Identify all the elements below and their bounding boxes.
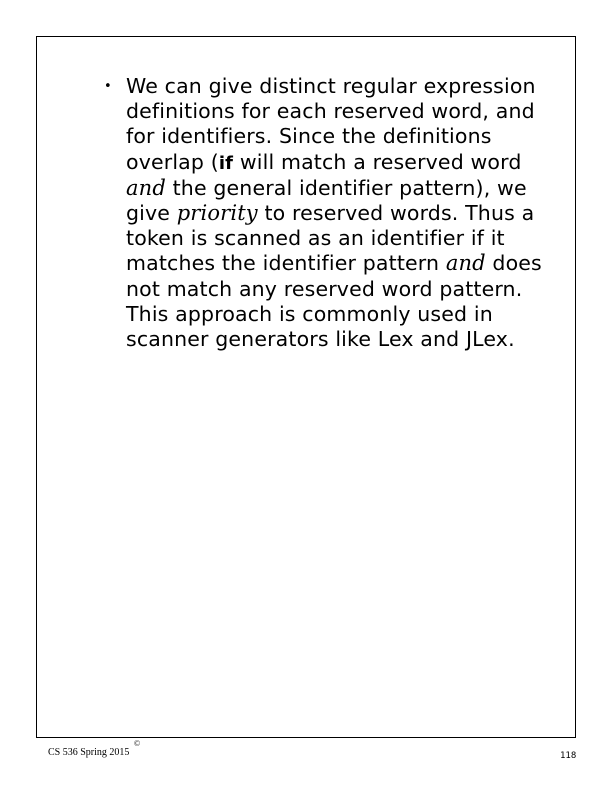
footer-course-label: CS 536 Spring 2015 <box>48 747 130 758</box>
text-run: We can give distinct regular expression definitions for each reserved word, and for identifiers. Since the definitions overlap ( <box>126 74 536 174</box>
bullet-item <box>104 74 544 352</box>
text-run: does not match any reserved word pattern. This approach is commonly used in scanner generators like Lex and JLex. <box>126 251 542 352</box>
copyright-symbol: © <box>134 739 141 748</box>
page-number: 118 <box>560 751 577 761</box>
text-run: to reserved words. Thus a token is scanned as an identifier if it matches the identifier pattern <box>126 201 535 276</box>
text-run: will match a reserved word <box>233 149 522 174</box>
emphasis-priority: priority <box>176 201 258 226</box>
text-run: the general identifier pattern), we give <box>126 175 527 226</box>
bullet-list <box>104 74 544 352</box>
bullet-text <box>126 74 542 351</box>
keyword-if: if <box>218 152 234 174</box>
emphasis-and: and <box>126 175 166 200</box>
emphasis-and: and <box>445 251 486 276</box>
bullet-marker: • <box>104 79 112 94</box>
